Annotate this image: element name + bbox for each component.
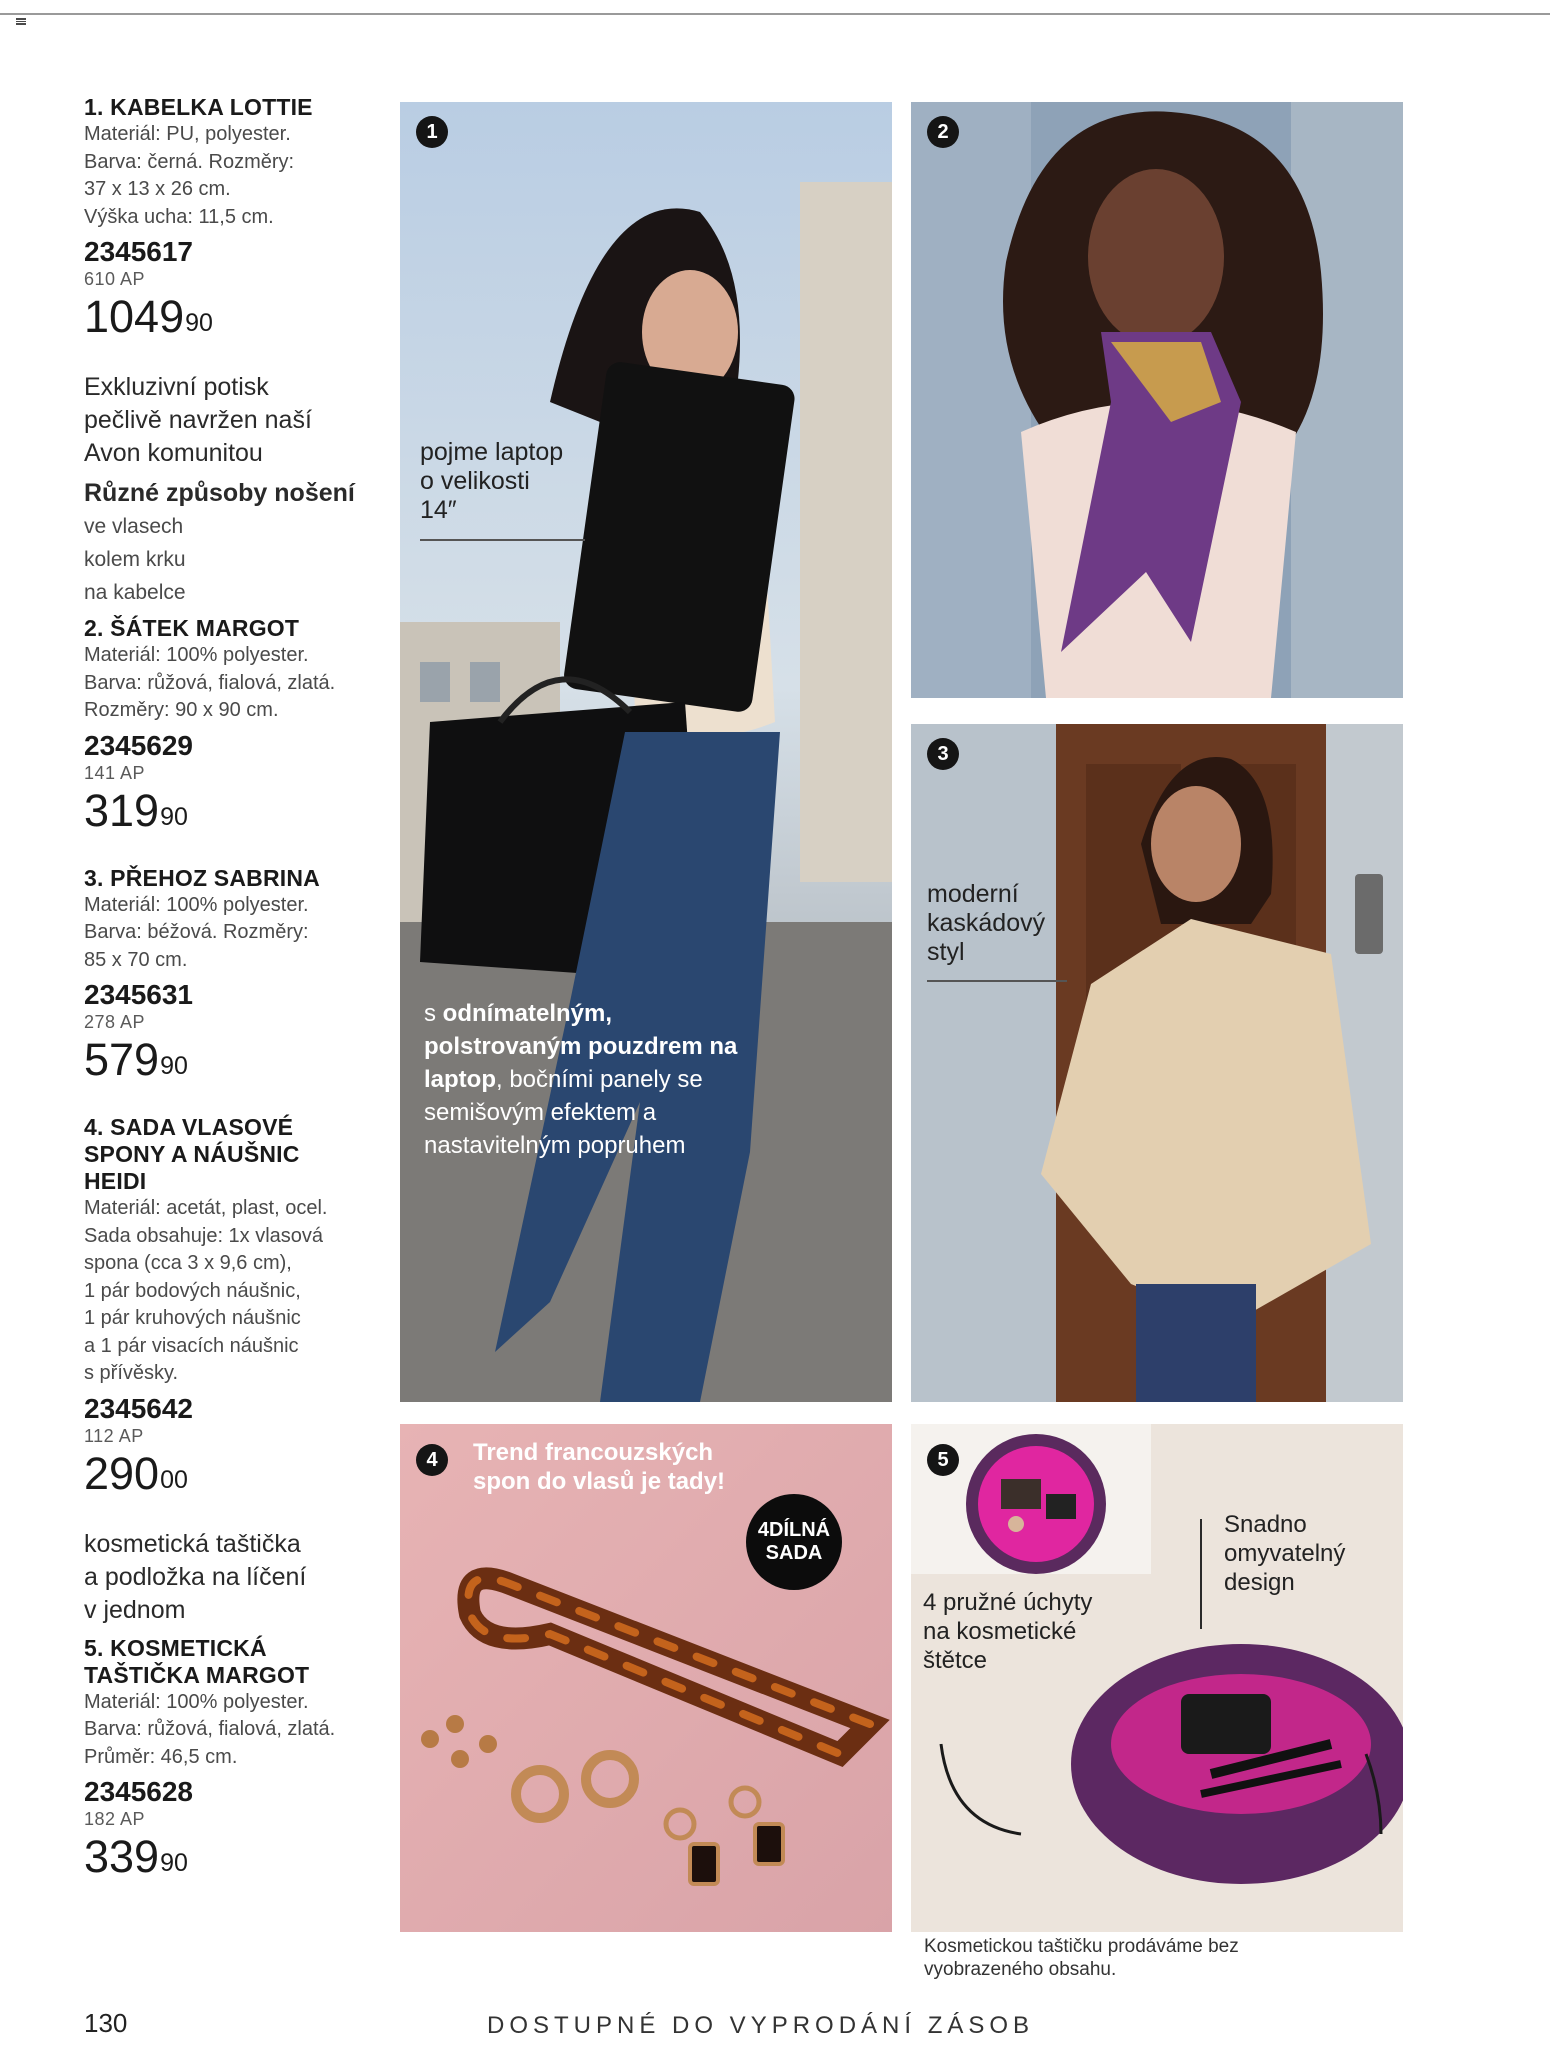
- top-rule: [0, 13, 1550, 15]
- desc-line: Průměr: 46,5 cm.: [84, 1745, 238, 1768]
- note-line: Snadno: [1224, 1511, 1307, 1538]
- product-title: [84, 1114, 384, 1195]
- photo-poncho: [911, 724, 1403, 1402]
- price-cents: 90: [160, 1052, 188, 1080]
- overlay-bold: odnímatelným, polstrovaným pouzdrem na laptop: [424, 1000, 738, 1093]
- feature-heading: Různé způsoby nošení: [84, 479, 355, 507]
- product-title: 3. PŘEHOZ SABRINA: [84, 864, 320, 891]
- desc-line: Barva: růžová, fialová, zlatá.: [84, 1718, 336, 1740]
- poncho-note: [927, 880, 1045, 967]
- product-desc: [84, 892, 384, 975]
- handbag-illustration: [400, 102, 892, 1402]
- desc-line: spona (cca 3 x 9,6 cm),: [84, 1252, 292, 1274]
- photo-hair-set: [400, 1424, 892, 1932]
- product-ap: 141 AP: [84, 762, 146, 783]
- headline-line: spon do vlasů je tady!: [473, 1468, 726, 1495]
- price-cents: 90: [160, 802, 188, 831]
- badge-3: 3: [927, 738, 959, 770]
- title-line: SPONY A NÁUŠNIC: [84, 1141, 300, 1167]
- photo-scarf: [911, 102, 1403, 698]
- product-code: 2345628: [84, 1776, 194, 1807]
- badge-2: 2: [927, 116, 959, 148]
- product-ap: 112 AP: [84, 1425, 144, 1446]
- product-ap: 610 AP: [84, 269, 146, 289]
- desc-line: 1 pár kruhových náušnic: [84, 1307, 301, 1329]
- title-line: 5. KOSMETICKÁ: [84, 1634, 267, 1661]
- product-desc: [84, 1195, 384, 1388]
- badge-4: 4: [416, 1444, 448, 1476]
- product-4: [84, 1114, 384, 1500]
- overlay-rest: , bočními panely se semišovým efektem a nastavitelným popruhem: [424, 1066, 703, 1159]
- desc-line: 37 x 13 x 26 cm.: [84, 178, 231, 200]
- product-title: 2. ŠÁTEK MARGOT: [84, 615, 300, 641]
- product-sidebar: [84, 94, 384, 1883]
- photo-cosmetic-bag: [911, 1424, 1403, 1932]
- desc-line: Materiál: acetát, plast, ocel.: [84, 1197, 328, 1219]
- product-code: 2345631: [84, 979, 194, 1010]
- hair-headline: [473, 1438, 725, 1496]
- desc-line: Materiál: 100% polyester.: [84, 893, 309, 916]
- note-line: štětce: [923, 1647, 988, 1674]
- feature-line: Avon komunitou: [84, 439, 263, 467]
- feature-line: a podložka na líčení: [84, 1562, 307, 1591]
- note-line: styl: [927, 938, 965, 966]
- bag-features: [84, 1528, 384, 1627]
- feature-line: pečlivě navržen naší: [84, 406, 312, 434]
- photo-handbag: [400, 102, 892, 1402]
- product-desc: [84, 1689, 384, 1772]
- feature-item: na kabelce: [84, 581, 186, 604]
- badge-1: 1: [416, 116, 448, 148]
- product-1: [84, 94, 384, 343]
- note-rule: [927, 980, 1067, 982]
- feature-item: kolem krku: [84, 548, 186, 571]
- price-main: 1049: [84, 291, 185, 342]
- note-line: moderní: [927, 880, 1019, 908]
- product-price: [84, 1034, 384, 1086]
- feature-item: ve vlasech: [84, 515, 184, 538]
- photo-caption: Kosmetickou taštičku prodáváme bez vyobrazeného obsahu.: [924, 1936, 1239, 1980]
- product-desc: [84, 642, 384, 725]
- page-number: 130: [84, 2008, 128, 2038]
- note-line: pojme laptop: [420, 438, 564, 466]
- product-code: 2345617: [84, 236, 194, 267]
- product-price: [84, 291, 384, 343]
- price-main: 290: [84, 1447, 160, 1499]
- note-line: o velikosti: [420, 467, 530, 495]
- note-line: kaskádový: [927, 909, 1046, 937]
- price-cents: 00: [160, 1465, 188, 1494]
- desc-line: Výška ucha: 11,5 cm.: [84, 205, 274, 228]
- price-cents: 90: [185, 309, 213, 337]
- product-code: 2345642: [84, 1392, 194, 1424]
- desc-line: 85 x 70 cm.: [84, 948, 188, 971]
- title-line: 4. SADA VLASOVÉ: [84, 1114, 294, 1140]
- desc-line: Sada obsahuje: 1x vlasová: [84, 1224, 324, 1247]
- product-price: [84, 785, 384, 837]
- product-3: [84, 865, 384, 1087]
- note-rule: [420, 539, 585, 541]
- product-ap: 182 AP: [84, 1809, 146, 1829]
- product-price: [84, 1831, 384, 1883]
- price-cents: 90: [160, 1849, 188, 1877]
- price-main: 339: [84, 1831, 160, 1882]
- overlay-pre: s: [424, 1000, 443, 1027]
- laptop-note: [420, 438, 563, 525]
- desc-line: Materiál: 100% polyester.: [84, 1690, 309, 1713]
- price-main: 319: [84, 784, 160, 836]
- desc-line: a 1 pár visacích náušnic: [84, 1334, 299, 1357]
- product-code: 2345629: [84, 729, 194, 761]
- desc-line: Materiál: 100% polyester.: [84, 644, 309, 666]
- menu-icon[interactable]: [16, 18, 26, 25]
- product-title: 1. KABELKA LOTTIE: [84, 94, 313, 120]
- poncho-illustration: [911, 724, 1403, 1402]
- scarf-illustration: [911, 102, 1403, 698]
- price-main: 579: [84, 1034, 160, 1085]
- note-line: na kosmetické: [923, 1618, 1077, 1645]
- product-title: [84, 1635, 384, 1689]
- cosmetic-bag-illustration: [911, 1424, 1403, 1932]
- desc-line: s přívěsky.: [84, 1362, 179, 1384]
- title-line: TAŠTIČKA MARGOT: [84, 1661, 310, 1688]
- badge-5: 5: [927, 1444, 959, 1476]
- desc-line: Materiál: PU, polyester.: [84, 123, 291, 145]
- desc-line: Barva: černá. Rozměry:: [84, 150, 295, 173]
- washable-note: [1224, 1510, 1345, 1597]
- product-price: [84, 1448, 384, 1500]
- desc-line: Barva: růžová, fialová, zlatá.: [84, 671, 336, 694]
- scarf-features: [84, 371, 384, 609]
- product-5: [84, 1635, 384, 1884]
- feature-line: kosmetická taštička: [84, 1529, 301, 1558]
- desc-line: Barva: béžová. Rozměry:: [84, 921, 309, 943]
- circle-line: SADA: [765, 1542, 823, 1564]
- note-line: 14″: [420, 496, 457, 524]
- brush-holder-note: [923, 1588, 1092, 1675]
- product-desc: [84, 121, 384, 231]
- desc-line: Rozměry: 90 x 90 cm.: [84, 699, 279, 721]
- note-line: design: [1224, 1569, 1295, 1596]
- feature-line: v jednom: [84, 1595, 186, 1624]
- feature-line: Exkluzivní potisk: [84, 373, 269, 401]
- product-2: [84, 615, 384, 837]
- desc-line: 1 pár bodových náušnic,: [84, 1279, 301, 1302]
- product-ap: 278 AP: [84, 1012, 146, 1032]
- footer-note: DOSTUPNÉ DO VYPRODÁNÍ ZÁSOB: [487, 2012, 1035, 2039]
- note-line: 4 pružné úchyty: [923, 1589, 1093, 1616]
- note-line: omyvatelný: [1224, 1540, 1346, 1567]
- title-line: HEIDI: [84, 1168, 147, 1194]
- set-circle-badge: [746, 1494, 842, 1590]
- headline-line: Trend francouzských: [473, 1439, 714, 1466]
- circle-line: 4DÍLNÁ: [757, 1519, 831, 1541]
- bag-overlay-text: [424, 997, 744, 1162]
